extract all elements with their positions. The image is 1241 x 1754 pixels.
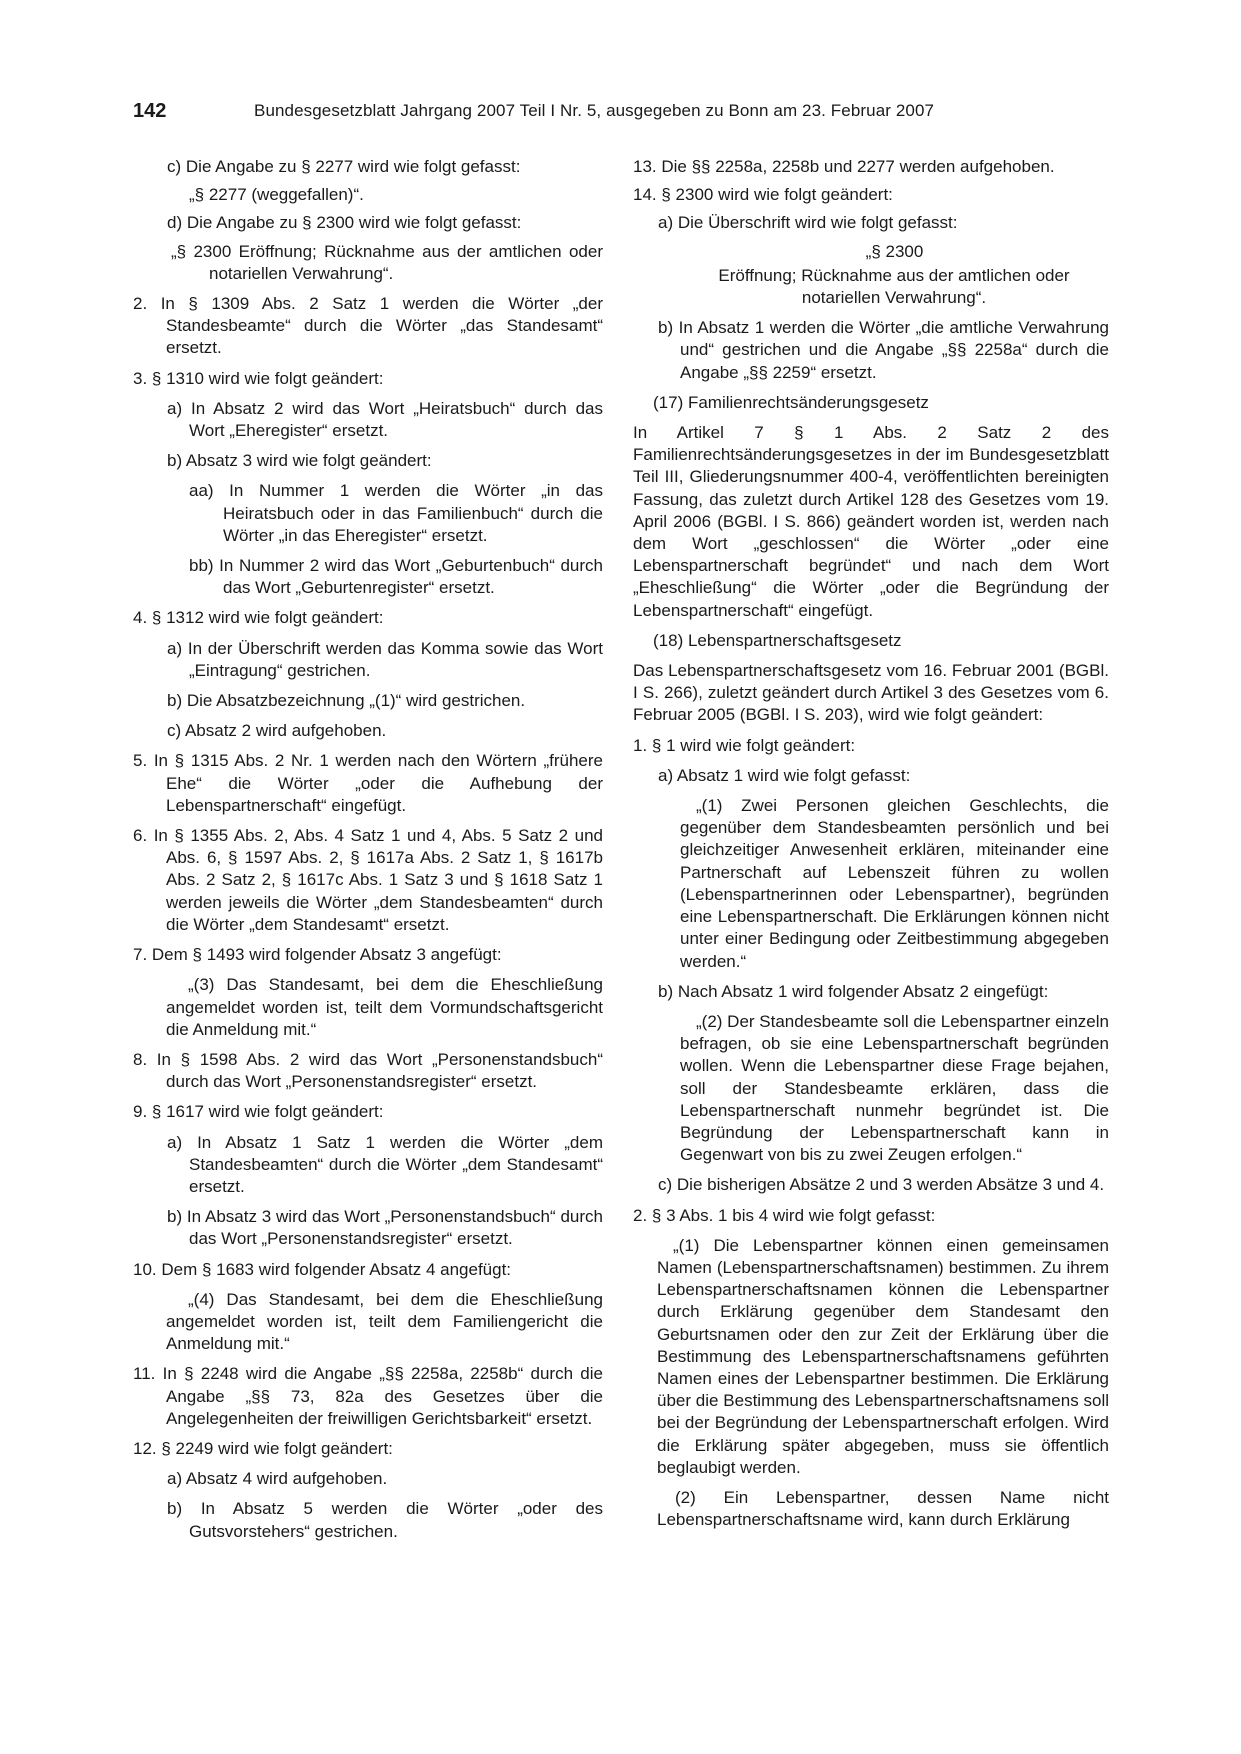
paragraph: a) In Absatz 1 Satz 1 werden die Wörter „dem Standesbeamten“ durch die Wörter „dem Standesamt“ ersetzt. — [167, 1132, 603, 1196]
quoted-text: (2) Ein Lebenspartner, dessen Name nicht Lebenspartnerschaftsname wird, kann durch Erklärung — [657, 1487, 1109, 1530]
right-column — [633, 156, 1109, 1531]
quoted-text: „(3) Das Standesamt, bei dem die Eheschließung angemeldet worden ist, teilt dem Vormundschaftsgericht die Anmeldung mit.“ — [166, 975, 603, 1039]
paragraph: In Artikel 7 § 1 Abs. 2 Satz 2 des Familienrechtsänderungsgesetzes in der im Bundesgesetzblatt Teil III, Gliederungsnummer 400-4, veröffentlichten bereinigten Fassung, das zuletzt durch Artikel 128 des Gesetzes vom 19. April 2006 (BGBl. I S. 866) geändert worden ist, werden nach dem Wort „geschlossen“ die Wörter „oder eine Lebenspartnerschaft begründet“ und nach dem Wort „Eheschließung“ die Wörter „oder die Begründung der Lebenspartnerschaft“ eingefügt. — [633, 423, 1109, 620]
paragraph: 9. § 1617 wird wie folgt geändert: — [133, 1102, 384, 1122]
paragraph: 6. In § 1355 Abs. 2, Abs. 4 Satz 1 und 4, Abs. 5 Satz 2 und Abs. 6, § 1597 Abs. 2, § 1617a Abs. 2 Satz 1, § 1617b Abs. 2 Satz 2, § 1617c Abs. 1 Satz 3 und § 1618 Satz 1 werden jeweils die Wörter „dem Standesbeamten“ durch die Wörter „dem Standesamt“ ersetzt. — [133, 826, 603, 934]
paragraph: aa) In Nummer 1 werden die Wörter „in das Heiratsbuch oder in das Familienbuch“ durch die Wörter „in das Eheregister“ ersetzt. — [189, 481, 603, 545]
quoted-text: „(2) Der Standesbeamte soll die Lebenspartner einzeln befragen, ob sie eine Lebenspartnerschaft begründen wollen. Wenn die Lebenspartner diese Frage bejahen, soll der Standesbeamte erklären, dass die Lebenspartnerschaft nunmehr begründet ist. Die Begründung der Lebenspartnerschaft kann in Gegenwart von bis zu zwei Zeugen erfolgen.“ — [680, 1011, 1109, 1165]
paragraph: Das Lebenspartnerschaftsgesetz vom 16. Februar 2001 (BGBl. I S. 266), zuletzt geändert durch Artikel 3 des Gesetzes vom 6. Februar 2005 (BGBl. I S. 203), wird wie folgt geändert: — [633, 661, 1109, 725]
publication-title: Bundesgesetzblatt Jahrgang 2007 Teil I Nr. 5, ausgegeben zu Bonn am 23. Februar 2007 — [254, 101, 935, 120]
paragraph: 5. In § 1315 Abs. 2 Nr. 1 werden nach den Wörtern „frühere Ehe“ die Wörter „oder die Aufhebung der Lebenspartnerschaft“ eingefügt. — [133, 751, 603, 815]
paragraph: 2. § 3 Abs. 1 bis 4 wird wie folgt gefasst: — [633, 1205, 936, 1225]
left-column — [133, 156, 603, 1551]
section-heading: „§ 2300 — [865, 241, 924, 261]
paragraph: 7. Dem § 1493 wird folgender Absatz 3 angefügt: — [133, 945, 502, 965]
section-title: Eröffnung; Rücknahme aus der amtlichen oder notariellen Verwahrung“. — [718, 265, 1070, 308]
paragraph: b) Nach Absatz 1 wird folgender Absatz 2 eingefügt: — [658, 981, 1049, 1001]
paragraph: 10. Dem § 1683 wird folgender Absatz 4 angefügt: — [133, 1259, 512, 1279]
paragraph: 3. § 1310 wird wie folgt geändert: — [133, 368, 384, 388]
paragraph: b) Die Absatzbezeichnung „(1)“ wird gestrichen. — [167, 691, 526, 711]
paragraph: c) Die Angabe zu § 2277 wird wie folgt gefasst: — [167, 157, 521, 176]
section-heading: (18) Lebenspartnerschaftsgesetz — [653, 630, 902, 650]
paragraph: a) In der Überschrift werden das Komma sowie das Wort „Eintragung“ gestrichen. — [167, 638, 603, 680]
paragraph: b) Absatz 3 wird wie folgt geändert: — [167, 451, 432, 471]
paragraph: 1. § 1 wird wie folgt geändert: — [633, 735, 856, 755]
quoted-text: „(1) Die Lebenspartner können einen gemeinsamen Namen (Lebenspartnerschaftsnamen) bestimmen. Zu ihrem Lebenspartnerschaftsnamen können die Lebenspartner durch Erklärung gegenüber dem Standesamt den Geburtsnamen oder den zur Zeit der Erklärung über die Bestimmung des Lebenspartnerschaftsnamens geführten Namen eines der Lebenspartner bestimmen. Die Erklärung über die Bestimmung des Lebenspartnerschaftsnamens soll bei der Begründung der Lebenspartnerschaft erfolgen. Wird die Erklärung später abgegeben, muss sie öffentlich beglaubigt werden. — [657, 1235, 1109, 1477]
quoted-text: „(1) Zwei Personen gleichen Geschlechts, die gegenüber dem Standesbeamten persönlich und bei gleichzeitiger Anwesenheit erklären, miteinander eine Partnerschaft auf Lebenszeit führen zu wollen (Lebenspartnerinnen oder Lebenspartner), begründen eine Lebenspartnerschaft. Die Erklärungen können nicht unter einer Bedingung oder Zeitbestimmung abgegeben werden.“ — [680, 796, 1109, 971]
paragraph: b) In Absatz 3 wird das Wort „Personenstandsbuch“ durch das Wort „Personenstandsregister“ ersetzt. — [167, 1207, 603, 1249]
paragraph: a) In Absatz 2 wird das Wort „Heiratsbuch“ durch das Wort „Eheregister“ ersetzt. — [167, 398, 603, 441]
quoted-text: „§ 2300 Eröffnung; Rücknahme aus der amtlichen oder notariellen Verwahrung“. — [171, 241, 603, 283]
paragraph: bb) In Nummer 2 wird das Wort „Geburtenbuch“ durch das Wort „Geburtenregister“ ersetzt. — [189, 556, 603, 598]
section-heading: (17) Familienrechtsänderungsgesetz — [653, 392, 929, 412]
quoted-text: „§ 2277 (weggefallen)“. — [189, 185, 364, 205]
paragraph: 4. § 1312 wird wie folgt geändert: — [133, 608, 384, 628]
paragraph: 14. § 2300 wird wie folgt geändert: — [633, 185, 893, 205]
paragraph: 8. In § 1598 Abs. 2 wird das Wort „Personenstandsbuch“ durch das Wort „Personenstandsregister“ ersetzt. — [133, 1049, 603, 1092]
paragraph: 13. Die §§ 2258a, 2258b und 2277 werden aufgehoben. — [633, 157, 1055, 176]
paragraph: b) In Absatz 1 werden die Wörter „die amtliche Verwahrung und“ gestrichen und die Angabe „§§ 2258a“ durch die Angabe „§§ 2259“ ersetzt. — [658, 318, 1109, 382]
paragraph: 2. In § 1309 Abs. 2 Satz 1 werden die Wörter „der Standesbeamte“ durch die Wörter „das Standesamt“ ersetzt. — [133, 294, 603, 358]
quoted-text: „(4) Das Standesamt, bei dem die Eheschließung angemeldet worden ist, teilt dem Familiengericht die Anmeldung mit.“ — [166, 1289, 603, 1354]
page-header — [133, 100, 1109, 130]
paragraph: a) Absatz 1 wird wie folgt gefasst: — [658, 765, 911, 785]
page-number: 142 — [133, 100, 167, 122]
paragraph: a) Die Überschrift wird wie folgt gefasst: — [658, 213, 958, 233]
paragraph: 11. In § 2248 wird die Angabe „§§ 2258a, 2258b“ durch die Angabe „§§ 73, 82a des Gesetzes über die Angelegenheiten der freiwilligen Gerichtsbarkeit“ ersetzt. — [133, 1364, 603, 1428]
paragraph: c) Die bisherigen Absätze 2 und 3 werden Absätze 3 und 4. — [658, 1175, 1105, 1195]
paragraph: 12. § 2249 wird wie folgt geändert: — [133, 1438, 393, 1458]
paragraph: d) Die Angabe zu § 2300 wird wie folgt gefasst: — [167, 213, 522, 233]
paragraph: c) Absatz 2 wird aufgehoben. — [167, 721, 387, 741]
paragraph: a) Absatz 4 wird aufgehoben. — [167, 1469, 388, 1489]
paragraph: b) In Absatz 5 werden die Wörter „oder des Gutsvorstehers“ gestrichen. — [167, 1499, 603, 1541]
